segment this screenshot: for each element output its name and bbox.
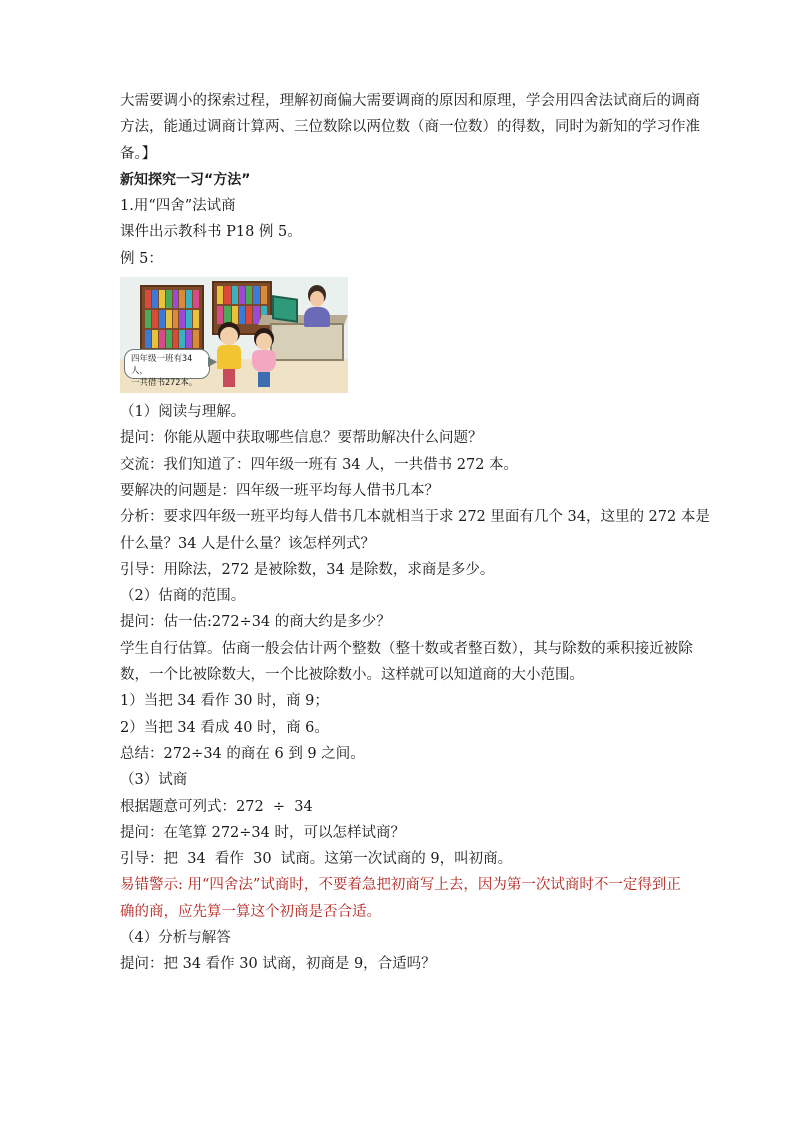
- estimate-line-2: 数，一个比被除数大，一个比被除数小。这样就可以知道商的大小范围。: [120, 667, 584, 684]
- summary: 总结：272÷34 的商在 6 到 9 之间。: [120, 745, 365, 762]
- formula: 根据题意可列式：272 ÷ 34: [120, 798, 313, 815]
- student-1-legs: [223, 369, 235, 387]
- question-2: 提问：估一估:272÷34 的商大约是多少？: [120, 614, 391, 631]
- result-1: 1）当把 34 看作 30 时，商 9；: [120, 693, 329, 710]
- section-1-title: （1）阅读与理解。: [120, 404, 246, 421]
- section-4-title: （4）分析与解答: [120, 930, 231, 947]
- exchange-1: 交流：我们知道了：四年级一班有 34 人，一共借书 272 本。: [120, 456, 519, 473]
- problem-statement: 要解决的问题是：四年级一班平均每人借书几本？: [120, 482, 439, 499]
- warning-line-2: 确的商，应先算一算这个初商是否合适。: [120, 903, 381, 920]
- example-label: 例 5：: [120, 250, 163, 267]
- question-3: 提问：在笔算 272÷34 时，可以怎样试商？: [120, 824, 405, 841]
- step-title: 1.用“四舍”法试商: [120, 198, 236, 215]
- example-illustration: [120, 277, 348, 393]
- teacher-figure-head: [310, 291, 324, 307]
- student-2-head: [256, 333, 272, 350]
- textbook-reference: 课件出示教科书 P18 例 5。: [120, 224, 302, 241]
- speech-bubble-line-1: 四年级一班有34人，: [131, 354, 193, 377]
- section-2-title: （2）估商的范围。: [120, 588, 246, 605]
- student-2-body: [252, 350, 276, 372]
- desk: [270, 323, 344, 361]
- section-3-title: （3）试商: [120, 772, 188, 789]
- student-1-head: [220, 327, 238, 345]
- document-body: [120, 88, 710, 978]
- computer-monitor: [272, 295, 298, 323]
- speech-bubble: [124, 349, 210, 389]
- question-4: 提问：把 34 看作 30 试商，初商是 9，合适吗？: [120, 956, 436, 973]
- estimate-line-1: 学生自行估算。估商一般会估计两个整数（整十数或者整百数），其与除数的乘积接近被除: [120, 640, 693, 657]
- bookshelf-right: [212, 281, 272, 335]
- analysis-line-1: 分析：要求四年级一班平均每人借书几本就相当于求 272 里面有几个 34，这里的 272 本是: [120, 509, 710, 526]
- student-2-legs: [258, 372, 270, 387]
- guide-2: 引导：把 34 看作 30 试商。这第一次试商的 9，叫初商。: [120, 851, 513, 868]
- speech-bubble-line-2: 一共借书272本。: [131, 378, 198, 389]
- guide-1: 引导：用除法，272 是被除数，34 是除数，求商是多少。: [120, 561, 495, 578]
- speech-bubble-tail: [208, 357, 217, 367]
- intro-line-3: 备。】: [120, 145, 157, 162]
- question-1: 提问：你能从题中获取哪些信息？要帮助解决什么问题？: [120, 430, 483, 447]
- intro-line-1: 大需要调小的探索过程，理解初商偏大需要调商的原因和原理，学会用四舍法试商后的调商: [120, 93, 700, 109]
- analysis-line-2: 什么量？34 人是什么量？该怎样列式？: [120, 535, 376, 552]
- intro-line-2: 方法，能通过调商计算两、三位数除以两位数（商一位数）的得数，同时为新知的学习作准: [120, 119, 700, 136]
- result-2: 2）当把 34 看成 40 时，商 6。: [120, 719, 329, 736]
- student-1-body: [217, 345, 241, 369]
- bookshelf-left: [140, 285, 204, 355]
- section-heading: 新知探究一习“方法”: [120, 171, 251, 188]
- warning-line-1: 易错警示: 用“四舍法”试商时，不要着急把初商写上去，因为第一次试商时不一定得到正: [120, 877, 681, 894]
- teacher-figure-body: [304, 307, 330, 327]
